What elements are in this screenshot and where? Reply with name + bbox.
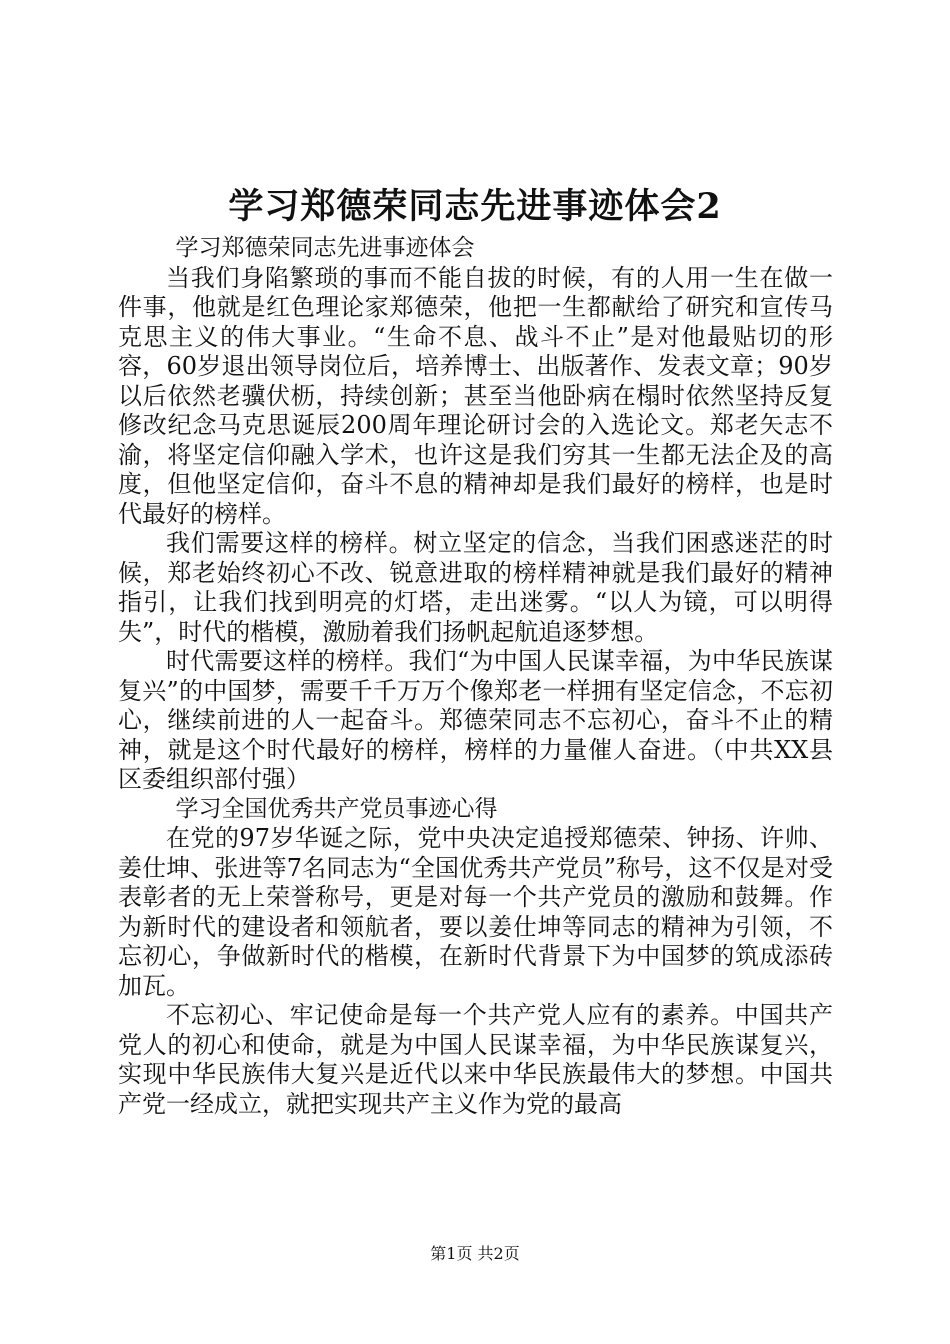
document-title: 学习郑德荣同志先进事迹体会2: [228, 186, 722, 227]
paragraph-3: 时代需要这样的榜样。我们“为中国人民谋幸福，为中华民族谋复兴”的中国梦，需要千千万万个像郑老一样拥有坚定信念，不忘初心，继续前进的人一起奋斗。郑德荣同志不忘初心，奋斗不止的精神，就是这个时代最好的榜样，榜样的力量催人奋进。（中共XX县区委组织部付强）: [118, 647, 833, 793]
paragraph-2: 我们需要这样的榜样。树立坚定的信念，当我们困惑迷茫的时候，郑老始终初心不改、锐意进取的榜样精神就是我们最好的精神指引，让我们找到明亮的灯塔，走出迷雾。“以人为镜，可以明得失”，时代的楷模，激励着我们扬帆起航追逐梦想。: [118, 529, 833, 646]
section-heading-2: 学习全国优秀共产党员事迹心得: [175, 795, 498, 822]
page-indicator: 第1页 共2页: [430, 1244, 520, 1263]
paragraph-1: 当我们身陷繁琐的事而不能自拔的时候，有的人用一生在做一件事，他就是红色理论家郑德荣，他把一生都献给了研究和宣传马克思主义的伟大事业。“生命不息、战斗不止”是对他最贴切的形容，60岁退出领导岗位后，培养博士、出版著作、发表文章；90岁以后依然老骥伏枥，持续创新；甚至当他卧病在榻时依然坚持反复修改纪念马克思诞辰200周年理论研讨会的入选论文。郑老矢志不渝，将坚定信仰融入学术，也许这是我们穷其一生都无法企及的高度，但他坚定信仰，奋斗不息的精神却是我们最好的榜样，也是时代最好的榜样。: [118, 263, 833, 528]
paragraph-5: 不忘初心、牢记使命是每一个共产党人应有的素养。中国共产党人的初心和使命，就是为中国人民谋幸福，为中华民族谋复兴，实现中华民族伟大复兴是近代以来中华民族最伟大的梦想。中国共产党一经成立，就把实现共产主义作为党的最高: [118, 1001, 833, 1118]
paragraph-4: 在党的97岁华诞之际，党中央决定追授郑德荣、钟扬、许帅、姜仕坤、张进等7名同志为“全国优秀共产党员”称号，这不仅是对受表彰者的无上荣誉称号，更是对每一个共产党员的激励和鼓舞。作为新时代的建设者和领航者，要以姜仕坤等同志的精神为引领，不忘初心，争做新时代的楷模，在新时代背景下为中国梦的筑成添砖加瓦。: [118, 824, 833, 1000]
section-heading-1: 学习郑德荣同志先进事迹体会: [175, 235, 475, 261]
document-body: [118, 234, 833, 1119]
